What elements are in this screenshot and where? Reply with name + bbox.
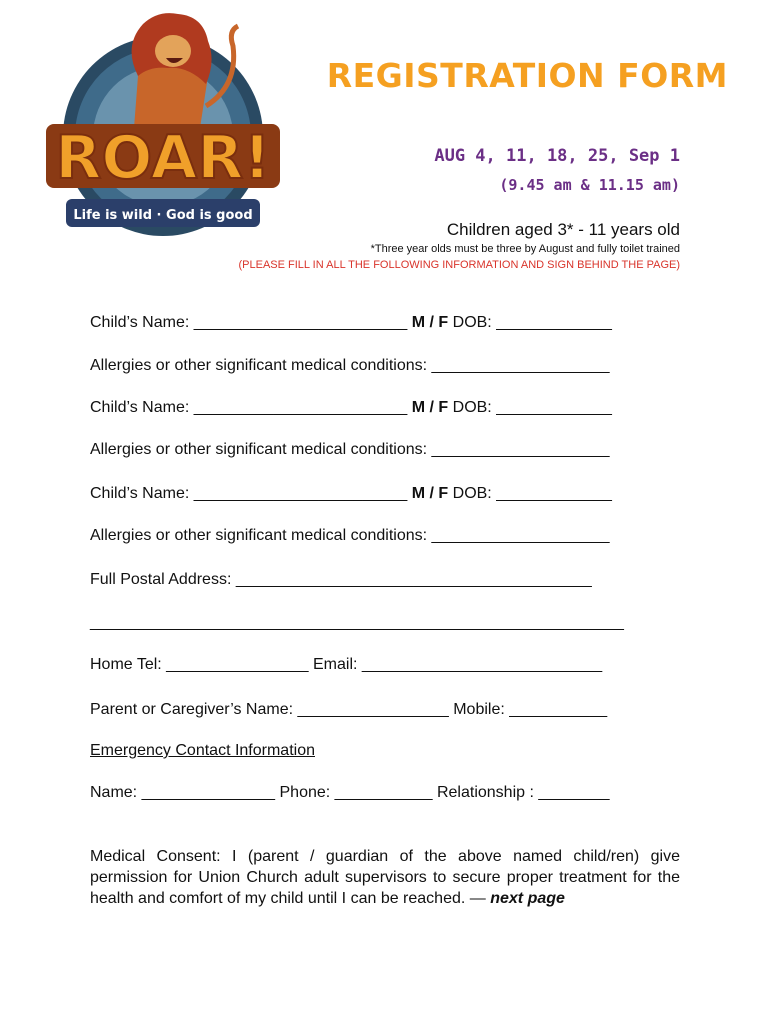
age-note: *Three year olds must be three by August and fully toilet trained [370,243,680,255]
dob-field[interactable]: DOB: _____________ [448,399,612,416]
page-title: REGISTRATION FORM [326,56,728,95]
parent-mobile-field[interactable]: Parent or Caregiver’s Name: _________________ Mobile: ___________ [90,701,608,718]
logo-tagline: Life is wild · God is good [73,208,253,223]
emergency-heading: Emergency Contact Information [90,742,315,759]
roar-logo [38,6,288,246]
child-2-allergies-field[interactable]: Allergies or other significant medical conditions: ____________________ [90,441,610,458]
next-page-label: next page [490,890,565,907]
child-name-label: Child’s Name: ________________________ [90,314,412,331]
dob-field[interactable]: DOB: _____________ [448,485,612,502]
medical-consent [90,846,680,909]
age-range: Children aged 3* - 11 years old [446,220,680,239]
child-3-name-line[interactable] [90,485,690,503]
roar-logo-graphic [38,6,288,246]
gender-select[interactable]: M / F [411,399,449,416]
event-dates: AUG 4, 11, 18, 25, Sep 1 [434,146,680,166]
emergency-contact-field[interactable]: Name: _______________ Phone: ___________ Relationship : ________ [90,784,610,801]
child-3-allergies-field[interactable]: Allergies or other significant medical conditions: ____________________ [90,527,610,544]
logo-word [46,123,280,193]
consent-text: Medical Consent: I (parent / guardian of the above named child/ren) give permission for Union Church adult supervisors to secure proper treatment for the health and comfort of my child until I can be reached. — [90,848,680,907]
postal-address-field[interactable]: Full Postal Address: ________________________________________ [90,571,592,588]
gender-select[interactable]: M / F [411,485,449,502]
gender-select[interactable]: M / F [411,314,449,331]
logo-word-text: ROAR! [55,123,271,193]
child-1-name-line[interactable] [90,314,690,332]
postal-address-field-2[interactable]: ____________________________________________________________ [90,614,624,631]
fill-instruction: (PLEASE FILL IN ALL THE FOLLOWING INFORMATION AND SIGN BEHIND THE PAGE) [238,259,680,271]
child-1-allergies-field[interactable]: Allergies or other significant medical conditions: ____________________ [90,357,610,374]
child-2-name-line[interactable] [90,399,690,417]
home-tel-email-field[interactable]: Home Tel: ________________ Email: ___________________________ [90,656,603,673]
dob-field[interactable]: DOB: _____________ [448,314,612,331]
child-name-label: Child’s Name: ________________________ [90,399,412,416]
event-times: (9.45 am & 11.15 am) [499,176,680,194]
child-name-label: Child’s Name: ________________________ [90,485,412,502]
